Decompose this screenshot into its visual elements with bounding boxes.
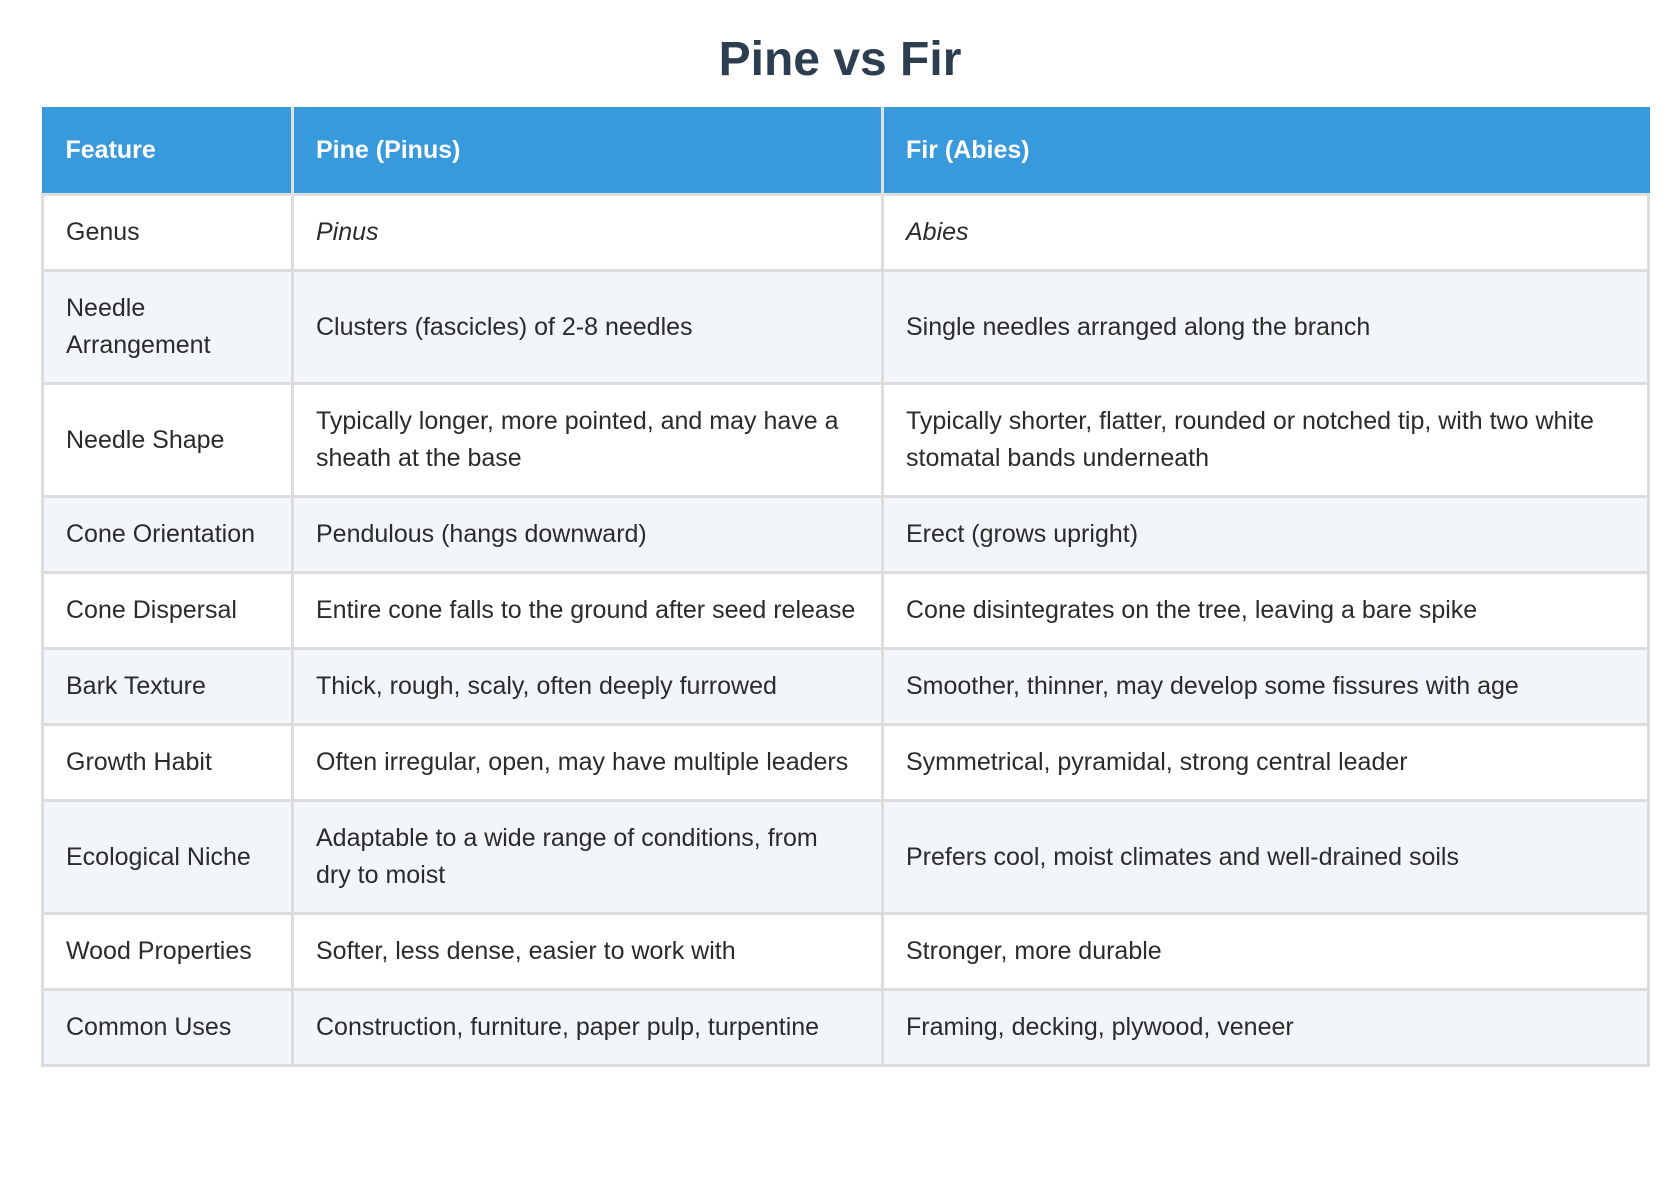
fir-cell: Single needles arranged along the branch (883, 271, 1649, 384)
fir-cell: Typically shorter, flatter, rounded or notched tip, with two white stomatal bands underneath (883, 384, 1649, 497)
pine-cell: Entire cone falls to the ground after seed release (293, 573, 883, 649)
fir-cell: Abies (883, 195, 1649, 271)
page-title: Pine vs Fir (718, 33, 962, 86)
pine-cell: Softer, less dense, easier to work with (293, 914, 883, 990)
feature-cell: Cone Orientation (43, 497, 293, 573)
fir-cell: Symmetrical, pyramidal, strong central leader (883, 725, 1649, 801)
pine-cell: Typically longer, more pointed, and may have a sheath at the base (293, 384, 883, 497)
header-feature: Feature (43, 107, 293, 195)
table-row (43, 914, 1649, 990)
feature-cell: Common Uses (43, 990, 293, 1066)
pine-cell: Pinus (293, 195, 883, 271)
header-fir: Fir (Abies) (883, 107, 1649, 195)
table-row (43, 384, 1649, 497)
fir-cell: Smoother, thinner, may develop some fissures with age (883, 649, 1649, 725)
table-row (43, 801, 1649, 914)
feature-cell: Needle Shape (43, 384, 293, 497)
feature-cell: Needle Arrangement (43, 271, 293, 384)
header-pine: Pine (Pinus) (293, 107, 883, 195)
comparison-table-container (41, 107, 1647, 1067)
table-row (43, 497, 1649, 573)
pine-cell: Adaptable to a wide range of conditions, from dry to moist (293, 801, 883, 914)
fir-cell: Erect (grows upright) (883, 497, 1649, 573)
fir-cell: Framing, decking, plywood, veneer (883, 990, 1649, 1066)
table-row (43, 725, 1649, 801)
feature-cell: Cone Dispersal (43, 573, 293, 649)
pine-cell: Clusters (fascicles) of 2-8 needles (293, 271, 883, 384)
header-row (43, 107, 1649, 195)
fir-cell: Stronger, more durable (883, 914, 1649, 990)
feature-cell: Genus (43, 195, 293, 271)
table-row (43, 271, 1649, 384)
fir-cell: Cone disintegrates on the tree, leaving a bare spike (883, 573, 1649, 649)
table-row (43, 195, 1649, 271)
feature-cell: Growth Habit (43, 725, 293, 801)
feature-cell: Ecological Niche (43, 801, 293, 914)
pine-cell: Pendulous (hangs downward) (293, 497, 883, 573)
pine-cell: Often irregular, open, may have multiple leaders (293, 725, 883, 801)
fir-cell: Prefers cool, moist climates and well-drained soils (883, 801, 1649, 914)
comparison-table (41, 107, 1650, 1067)
table-row (43, 573, 1649, 649)
table-body (43, 195, 1649, 1066)
table-header (43, 107, 1649, 195)
table-row (43, 990, 1649, 1066)
feature-cell: Wood Properties (43, 914, 293, 990)
feature-cell: Bark Texture (43, 649, 293, 725)
table-row (43, 649, 1649, 725)
pine-cell: Thick, rough, scaly, often deeply furrowed (293, 649, 883, 725)
pine-cell: Construction, furniture, paper pulp, turpentine (293, 990, 883, 1066)
